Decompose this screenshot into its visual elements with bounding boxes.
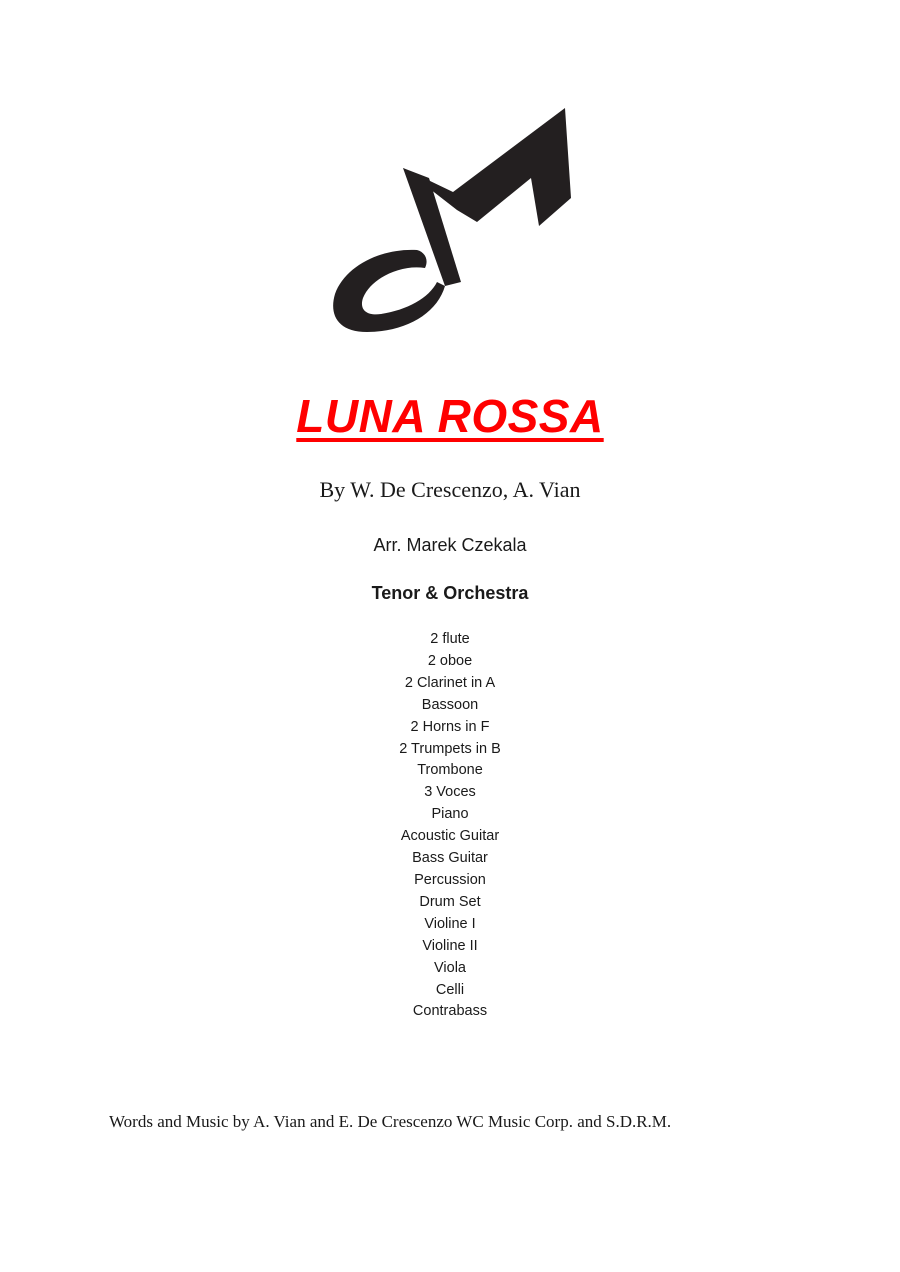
instrument-item: Bass Guitar <box>412 850 488 867</box>
instrument-item: 2 Clarinet in A <box>404 674 496 691</box>
instrument-item: 2 flute <box>430 631 470 647</box>
instrument-item: Acoustic Guitar <box>400 828 500 845</box>
instrument-item: Piano <box>431 806 469 823</box>
instrument-item: Viola <box>434 959 466 976</box>
ensemble-heading: Tenor & Orchestra <box>371 583 529 603</box>
instrument-item: 2 Trumpets in B <box>399 740 501 757</box>
instrument-item: 2 oboe <box>427 652 473 669</box>
music-note-logo-icon <box>325 100 585 340</box>
instrument-item: Percussion <box>414 871 486 888</box>
instrument-item: 3 Voces <box>424 784 476 801</box>
page-title <box>0 388 900 444</box>
arranger-credit: Arr. Marek Czekala <box>373 535 527 555</box>
instrument-item: Violine I <box>424 915 476 932</box>
instrument-item: Violine II <box>422 937 478 954</box>
instrument-item: Contrabass <box>412 1003 488 1020</box>
instrument-item: Bassoon <box>421 696 479 713</box>
instrument-item: 2 Horns in F <box>410 718 490 735</box>
instrument-item: Celli <box>435 981 465 998</box>
instrument-item: Drum Set <box>419 893 481 910</box>
instrument-list <box>0 629 900 1023</box>
title-text: LUNA ROSSA <box>296 390 604 442</box>
composer-credit: By W. De Crescenzo, A. Vian <box>319 477 581 502</box>
instrument-item: Trombone <box>417 762 483 779</box>
copyright-footer: Words and Music by A. Vian and E. De Crescenzo WC Music Corp. and S.D.R.M. <box>109 1112 672 1131</box>
